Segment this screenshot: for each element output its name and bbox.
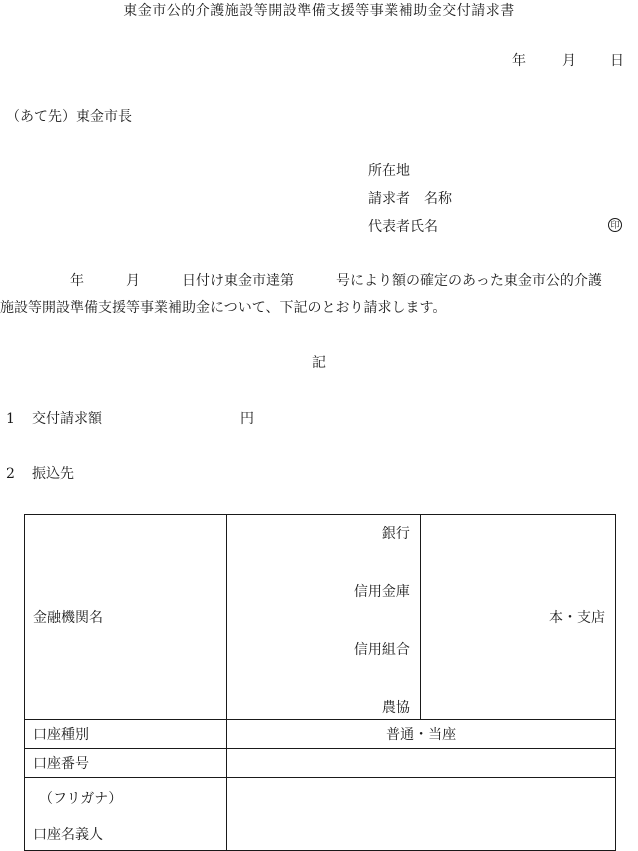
bank-row bbox=[25, 515, 616, 720]
representative-name-label: 代表者氏名 bbox=[368, 219, 438, 235]
item-2-number: 2 bbox=[6, 466, 15, 482]
account-number-label-cell bbox=[25, 749, 227, 778]
body-text-line-2: 施設等開設準備支援等事業補助金について、下記のとおり請求します。 bbox=[0, 300, 447, 316]
furigana-label: （フリガナ） bbox=[39, 791, 123, 807]
ki-heading: 記 bbox=[312, 355, 326, 371]
transfer-destination-table bbox=[24, 514, 616, 851]
item-2-label: 振込先 bbox=[32, 466, 74, 482]
account-type-label-cell bbox=[25, 720, 227, 749]
item-1-number: 1 bbox=[6, 411, 15, 427]
addressee: （あて先）東金市長 bbox=[6, 109, 132, 125]
account-type-value-cell[interactable] bbox=[227, 720, 616, 749]
account-type-label: 口座種別 bbox=[33, 727, 89, 743]
account-type-row bbox=[25, 720, 616, 749]
account-number-field[interactable] bbox=[227, 749, 616, 778]
bank-label: 金融機関名 bbox=[33, 610, 103, 626]
bank-type-credit-union: 信用組合 bbox=[353, 642, 410, 658]
item-1-unit: 円 bbox=[240, 411, 254, 427]
bank-label-cell bbox=[25, 515, 227, 720]
document-title: 東金市公的介護施設等開設準備支援等事業補助金交付請求書 bbox=[123, 3, 515, 19]
body-text-line-1: 年 月 日付け東金市達第 号により額の確定のあった東金市公的介護 bbox=[0, 273, 602, 289]
branch-label: 本・支店 bbox=[549, 610, 605, 626]
account-holder-field[interactable] bbox=[227, 778, 616, 851]
account-type-value: 普通・当座 bbox=[386, 727, 457, 743]
account-holder-label-cell bbox=[25, 778, 227, 851]
applicant-address-label: 所在地 bbox=[368, 163, 410, 179]
bank-type-shinkin: 信用金庫 bbox=[353, 584, 410, 600]
date-year-label: 年 bbox=[512, 53, 526, 69]
date-month-label: 月 bbox=[562, 53, 576, 69]
account-holder-label: 口座名義人 bbox=[33, 827, 103, 843]
account-number-row bbox=[25, 749, 616, 778]
bank-type-cell[interactable] bbox=[227, 515, 421, 720]
account-holder-row bbox=[25, 778, 616, 851]
account-number-label: 口座番号 bbox=[33, 756, 89, 772]
bank-type-bank: 銀行 bbox=[381, 526, 410, 542]
item-1-label: 交付請求額 bbox=[32, 411, 102, 427]
branch-cell[interactable] bbox=[420, 515, 615, 720]
applicant-name-label: 請求者 名称 bbox=[368, 191, 452, 207]
bank-type-agri-coop: 農協 bbox=[381, 700, 410, 716]
seal-mark: 印 bbox=[608, 218, 622, 232]
date-day-label: 日 bbox=[610, 53, 624, 69]
